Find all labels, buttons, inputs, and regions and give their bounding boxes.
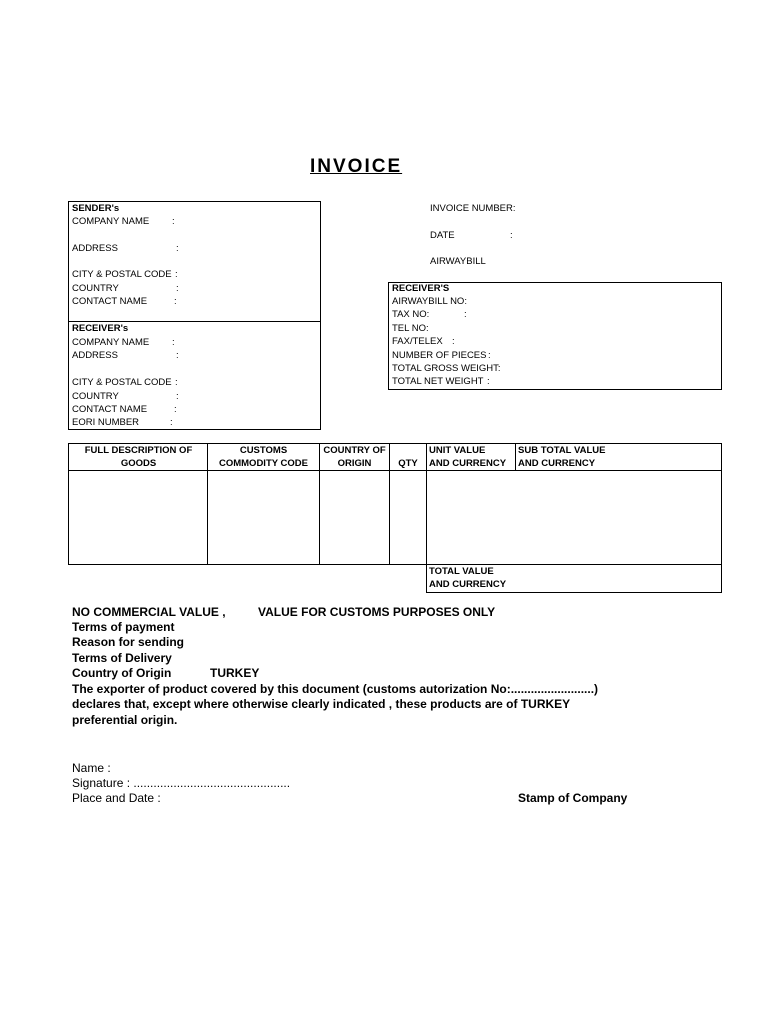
signature-field: Signature : ...............................................	[72, 776, 291, 790]
invoice-title: INVOICE	[310, 156, 403, 177]
receiver-left-company-label: COMPANY NAME	[72, 337, 150, 348]
goods-table-col-divider-5	[515, 443, 516, 471]
place-date-field: Place and Date :	[72, 791, 161, 805]
col-origin-line2: ORIGIN	[337, 458, 372, 469]
receiver-right-pieces-colon: :	[488, 350, 491, 361]
reason-for-sending: Reason for sending	[72, 635, 185, 649]
receiver-left-city-colon: :	[175, 377, 178, 388]
sender-contact-colon: :	[174, 296, 177, 307]
receiver-left-company-colon: :	[172, 337, 175, 348]
sender-heading: SENDER's	[72, 203, 120, 214]
receiver-right-tax-colon: :	[464, 309, 467, 320]
receiver-left-city-label: CITY & POSTAL CODE	[72, 377, 172, 388]
sender-address-colon: :	[176, 243, 179, 254]
col-origin-line1: COUNTRY OF	[323, 445, 386, 456]
sender-company-label: COMPANY NAME	[72, 216, 150, 227]
col-description-line2: GOODS	[120, 458, 157, 469]
sender-country-colon: :	[176, 283, 179, 294]
col-unit-value-line1: UNIT VALUE	[429, 445, 486, 456]
no-commercial-value: NO COMMERCIAL VALUE ,	[72, 605, 226, 619]
receiver-left-contact-label: CONTACT NAME	[72, 404, 148, 415]
goods-table-header-line	[68, 470, 722, 471]
receiver-left-eori-colon: :	[170, 417, 173, 428]
exporter-statement: The exporter of product covered by this document (customs autorization No:.........................)	[72, 682, 599, 696]
receiver-left-address-colon: :	[176, 350, 179, 361]
sender-address-label: ADDRESS	[72, 243, 118, 254]
col-origin-header	[320, 444, 389, 470]
col-subtotal-line2: AND CURRENCY	[518, 458, 596, 469]
col-subtotal-line1: SUB TOTAL VALUE	[518, 445, 606, 456]
preferential-origin: preferential origin.	[72, 713, 178, 727]
receiver-right-pieces-label: NUMBER OF PIECES	[392, 350, 487, 361]
date-colon: :	[510, 230, 513, 241]
receiver-left-country-label: COUNTRY	[72, 391, 119, 402]
col-unit-value-line2: AND CURRENCY	[429, 458, 507, 469]
col-commodity-header	[208, 444, 319, 470]
customs-purposes-only: VALUE FOR CUSTOMS PURPOSES ONLY	[258, 605, 496, 619]
receiver-left-eori-label: EORI NUMBER	[72, 417, 140, 428]
airwaybill-label: AIRWAYBILL	[430, 256, 486, 267]
receiver-right-heading: RECEIVER'S	[392, 283, 450, 294]
total-value-line1: TOTAL VALUE	[429, 566, 494, 577]
receiver-right-fax-colon: :	[452, 336, 455, 347]
receiver-left-heading: RECEIVER's	[72, 323, 129, 334]
country-of-origin-value: TURKEY	[210, 666, 260, 680]
sender-country-label: COUNTRY	[72, 283, 119, 294]
receiver-right-tax-label: TAX NO:	[392, 309, 430, 320]
name-field: Name :	[72, 761, 111, 775]
receiver-right-net-label: TOTAL NET WEIGHT	[392, 376, 484, 387]
total-value-line2: AND CURRENCY	[429, 579, 507, 590]
terms-of-delivery: Terms of Delivery	[72, 651, 172, 665]
sender-city-colon: :	[175, 269, 178, 280]
date-label: DATE	[430, 230, 455, 241]
sender-contact-label: CONTACT NAME	[72, 296, 148, 307]
sender-company-colon: :	[172, 216, 175, 227]
col-commodity-line1: CUSTOMS	[239, 445, 288, 456]
receiver-left-address-label: ADDRESS	[72, 350, 118, 361]
country-of-origin-label: Country of Origin	[72, 666, 172, 680]
receiver-right-fax-label: FAX/TELEX	[392, 336, 443, 347]
stamp-of-company: Stamp of Company	[518, 791, 628, 805]
invoice-number-label: INVOICE NUMBER:	[430, 203, 516, 214]
receiver-left-country-colon: :	[176, 391, 179, 402]
col-subtotal-header	[518, 444, 605, 470]
sender-city-label: CITY & POSTAL CODE	[72, 269, 172, 280]
terms-of-payment: Terms of payment	[72, 620, 175, 634]
receiver-right-airwaybill-label: AIRWAYBILL NO:	[392, 296, 467, 307]
receiver-right-net-colon: :	[487, 376, 490, 387]
receiver-left-contact-colon: :	[174, 404, 177, 415]
declares-statement: declares that, except where otherwise clearly indicated , these products are of TURKEY	[72, 697, 571, 711]
col-commodity-line2: COMMODITY CODE	[218, 458, 309, 469]
col-qty-header: QTY	[398, 458, 418, 469]
receiver-right-tel-label: TEL NO:	[392, 323, 429, 334]
col-description-line1: FULL DESCRIPTION OF	[84, 445, 193, 456]
receiver-right-gross-label: TOTAL GROSS WEIGHT:	[392, 363, 501, 374]
col-description-header	[70, 444, 207, 470]
total-value-label	[429, 565, 506, 591]
col-unit-value-header	[429, 444, 506, 470]
